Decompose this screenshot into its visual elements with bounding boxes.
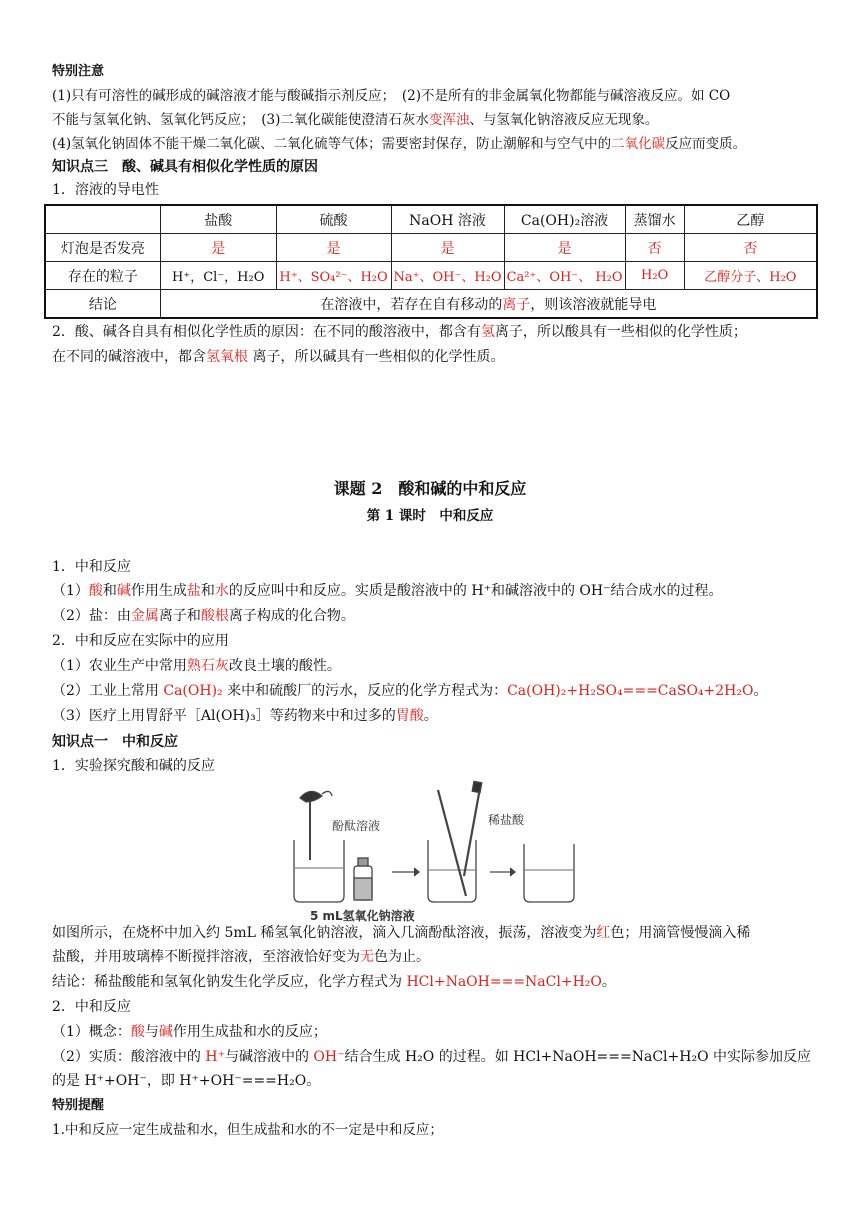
lesson-title: 课题 2 酸和碱的中和反应 <box>333 479 527 498</box>
table-cell: 是 <box>504 234 625 262</box>
experiment-desc-1: 如图所示，在烧杯中加入约 5mL 稀氢氧化钠溶液，滴入几滴酚酞溶液，振荡，溶液变为红色；用滴管慢慢滴入稀 <box>52 925 751 941</box>
table-header-cell: NaOH 溶液 <box>391 205 504 234</box>
neutralization-heading-2: 2．中和反应 <box>52 999 131 1015</box>
reason-line-2: 在不同的碱溶液中，都含氢氧根 离子，所以碱具有一些相似的化学性质。 <box>52 349 505 365</box>
note-line-2: 不能与氢氧化钠、氢氧化钙反应； (3)二氧化碳能使澄清石灰水变浑浊、与氢氧化钠溶液反应无现象。 <box>52 112 659 128</box>
tip-heading: 特别提醒 <box>52 1098 105 1113</box>
table-header-row <box>45 205 817 234</box>
table-header-cell <box>45 205 160 234</box>
table-row <box>45 234 817 262</box>
reason-line-1: 2．酸、碱各自具有相似化学性质的原因：在不同的酸溶液中，都含有氢离子，所以酸具有一些相似的化学性质； <box>52 324 747 340</box>
application-industry: （2）工业上常用 Ca(OH)₂ 来中和硫酸厂的污水，反应的化学方程式为：Ca(OH)₂+H₂SO₄===CaSO₄+2H₂O。 <box>52 683 768 699</box>
concept-line: （1）概念：酸与碱作用生成盐和水的反应； <box>52 1024 327 1040</box>
dropper-icon <box>464 788 480 876</box>
table-header-cell: 乙醇 <box>684 205 817 234</box>
table-cell: 否 <box>684 234 817 262</box>
neutralization-heading: 1．中和反应 <box>52 559 131 575</box>
essence-line-1: （2）实质：酸溶液中的 H⁺与碱溶液中的 OH⁻结合生成 H₂O 的过程。如 HCl+NaOH===NaCl+H₂O 中实际参加反应 <box>52 1049 812 1065</box>
beaker-icon <box>294 840 344 902</box>
table-cell: 否 <box>625 234 684 262</box>
table-row-label: 结论 <box>45 290 160 319</box>
table-header-cell: 硫酸 <box>276 205 391 234</box>
table-row-label: 存在的粒子 <box>45 262 160 290</box>
table-conclusion-cell: 在溶液中，若存在自有移动的离子，则该溶液就能导电 <box>160 290 817 319</box>
table-cell: H₂O <box>625 262 684 290</box>
note-heading: 特别注意 <box>52 64 105 79</box>
note-line-1: (1)只有可溶性的碱形成的碱溶液才能与酸碱指示剂反应； (2)不是所有的非金属氧化物都能与碱溶液反应。如 CO <box>52 88 731 104</box>
essence-line-2: 的是 H⁺+OH⁻，即 H⁺+OH⁻===H₂O。 <box>52 1073 321 1089</box>
label-dilute-hcl: 稀盐酸 <box>488 813 525 827</box>
table-row <box>45 262 817 290</box>
table-header-cell: Ca(OH)₂溶液 <box>504 205 625 234</box>
conductivity-table <box>44 204 818 319</box>
table-cell: 是 <box>276 234 391 262</box>
table-cell: Na⁺、OH⁻、H₂O <box>391 262 504 290</box>
knowledge-point-1-heading: 知识点一 中和反应 <box>52 734 178 750</box>
experiment-heading: 1．实验探究酸和碱的反应 <box>52 758 215 774</box>
beaker-icon <box>524 844 574 902</box>
label-phenolphthalein: 酚酞溶液 <box>332 819 381 833</box>
tip-line-1: 1.中和反应一定生成盐和水，但生成盐和水的不一定是中和反应； <box>52 1122 443 1138</box>
knowledge-point-3-heading: 知识点三 酸、碱具有相似化学性质的原因 <box>52 159 318 175</box>
table-header-cell: 盐酸 <box>160 205 276 234</box>
application-medical: （3）医疗上用胃舒平［Al(OH)₃］等药物来中和过多的胃酸。 <box>52 708 438 724</box>
conductivity-subheading: 1．溶液的导电性 <box>52 182 159 198</box>
glass-rod-icon <box>438 790 466 896</box>
table-cell: H⁺，Cl⁻，H₂O <box>160 262 276 290</box>
applications-heading: 2．中和反应在实际中的应用 <box>52 633 229 649</box>
table-cell: H⁺、SO₄²⁻、H₂O <box>276 262 391 290</box>
experiment-desc-2: 盐酸，并用玻璃棒不断搅拌溶液，至溶液恰好变为无色为止。 <box>52 949 430 965</box>
note-line-3: (4)氢氧化钠固体不能干燥二氧化碳、二氧化硫等气体；需要密封保存，防止潮解和与空气中的二氧化碳反应而变质。 <box>52 136 747 152</box>
application-agriculture: （1）农业生产中常用熟石灰改良土壤的酸性。 <box>52 658 341 674</box>
neutralization-definition: （1）酸和碱作用生成盐和水的反应叫中和反应。实质是酸溶液中的 H⁺和碱溶液中的 OH⁻结合成水的过程。 <box>52 583 723 599</box>
salt-definition: （2）盐：由金属离子和酸根离子构成的化合物。 <box>52 608 355 624</box>
table-row-label: 灯泡是否发亮 <box>45 234 160 262</box>
table-row <box>45 290 817 319</box>
experiment-figure <box>270 778 590 923</box>
table-cell: 是 <box>160 234 276 262</box>
experiment-conclusion: 结论：稀盐酸能和氢氧化钠发生化学反应，化学方程式为 HCl+NaOH===NaCl+H₂O。 <box>52 974 616 990</box>
table-cell: 是 <box>391 234 504 262</box>
label-naoh: 5 mL氢氧化钠溶液 <box>310 909 415 923</box>
table-cell: Ca²⁺、OH⁻、 H₂O <box>504 262 625 290</box>
table-header-cell: 蒸馏水 <box>625 205 684 234</box>
table-cell: 乙醇分子、H₂O <box>684 262 817 290</box>
lesson-subtitle: 第 1 课时 中和反应 <box>366 508 494 524</box>
